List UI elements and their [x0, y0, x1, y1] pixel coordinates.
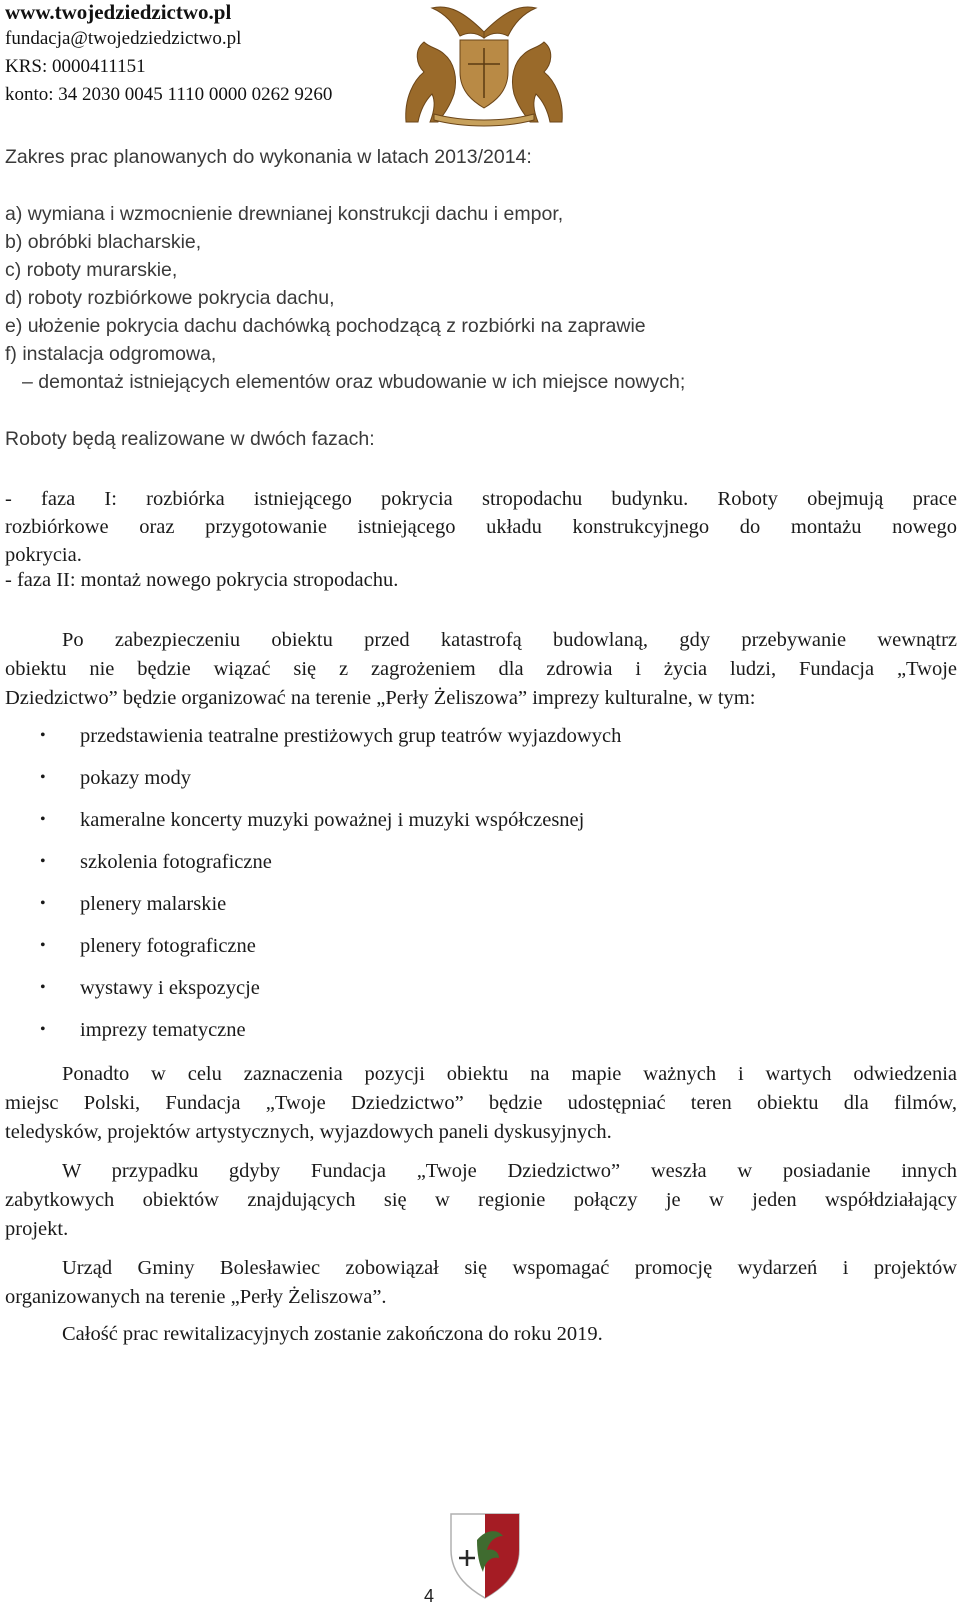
header-krs: KRS: 0000411151: [5, 56, 146, 77]
scope-title: Zakres prac planowanych do wykonania w latach 2013/2014:: [5, 146, 532, 168]
bullet-icon: •: [40, 1021, 46, 1038]
phases-intro: Roboty będą realizowane w dwóch fazach:: [5, 428, 375, 450]
header-website: www.twojedziedzictwo.pl: [5, 0, 232, 24]
scope-item: a) wymiana i wzmocnienie drewnianej konstrukcji dachu i empor,: [5, 203, 564, 225]
scope-item: c) roboty murarskie,: [5, 259, 178, 281]
bullet-icon: •: [40, 811, 46, 828]
phase-2: - faza II: montaż nowego pokrycia stropodachu.: [5, 569, 399, 591]
header-bank-account: konto: 34 2030 0045 1110 0000 0262 9260: [5, 84, 333, 105]
paragraph-events-intro: Dziedzictwo” będzie organizować na terenie „Perły Żeliszowa” imprezy kulturalne, w tym:: [5, 687, 756, 709]
event-list-item: • plenery fotograficzne: [40, 935, 256, 957]
event-list-item: • kameralne koncerty muzyki poważnej i muzyki współczesnej: [40, 809, 585, 831]
scope-item: – demontaż istniejących elementów oraz wbudowanie w ich miejsce nowych;: [22, 371, 686, 393]
paragraph-other-objects: W przypadku gdyby Fundacja „Twoje Dziedzictwo” weszła w posiadanie innych: [62, 1160, 957, 1182]
phase-1-line: pokrycia.: [5, 544, 82, 566]
page-number: 4: [424, 1586, 435, 1606]
scope-item: b) obróbki blacharskie,: [5, 231, 202, 253]
paragraph-promotion: teledysków, projektów artystycznych, wyjazdowych paneli dyskusyjnych.: [5, 1121, 612, 1143]
event-list-item: • imprezy tematyczne: [40, 1019, 246, 1041]
paragraph-events-intro: obiektu nie będzie wiązać się z zagrożeniem dla zdrowia i życia ludzi, Fundacja „Twoje: [5, 658, 957, 680]
phase-1-line: - faza I: rozbiórka istniejącego pokrycia stropodachu budynku. Roboty obejmują prace: [5, 488, 957, 510]
bullet-icon: •: [40, 937, 46, 954]
paragraph-promotion: Ponadto w celu zaznaczenia pozycji obiektu na mapie ważnych i wartych odwiedzenia: [62, 1063, 957, 1085]
scope-item: d) roboty rozbiórkowe pokrycia dachu,: [5, 287, 335, 309]
event-list-item: • szkolenia fotograficzne: [40, 851, 272, 873]
coat-of-arms-logo: [394, 2, 574, 128]
paragraph-other-objects: projekt.: [5, 1218, 69, 1240]
bullet-icon: •: [40, 979, 46, 996]
bullet-icon: •: [40, 895, 46, 912]
paragraph-municipality: Urząd Gminy Bolesławiec zobowiązał się wspomagać promocję wydarzeń i projektów: [62, 1257, 957, 1279]
event-list-item: • wystawy i ekspozycje: [40, 977, 260, 999]
paragraph-other-objects: zabytkowych obiektów znajdujących się w regionie połączy je w jeden współdziałający: [5, 1189, 957, 1211]
paragraph-events-intro: Po zabezpieczeniu obiektu przed katastrofą budowlaną, gdy przebywanie wewnątrz: [62, 629, 957, 651]
bullet-icon: •: [40, 727, 46, 744]
paragraph-municipality: organizowanych na terenie „Perły Żeliszowa”.: [5, 1286, 387, 1308]
paragraph-completion: Całość prac rewitalizacyjnych zostanie zakończona do roku 2019.: [62, 1323, 603, 1345]
bullet-icon: •: [40, 853, 46, 870]
scope-item: e) ułożenie pokrycia dachu dachówką pochodzącą z rozbiórki na zaprawie: [5, 315, 646, 337]
header-email: fundacja@twojedziedzictwo.pl: [5, 28, 242, 49]
event-list-item: • przedstawienia teatralne prestiżowych grup teatrów wyjazdowych: [40, 725, 622, 747]
event-list-item: • plenery malarskie: [40, 893, 227, 915]
paragraph-promotion: miejsc Polski, Fundacja „Twoje Dziedzictwo” będzie udostępniać teren obiektu dla filmów,: [5, 1092, 957, 1114]
foundation-shield-logo: [447, 1510, 523, 1600]
event-list-item: • pokazy mody: [40, 767, 192, 789]
scope-item: f) instalacja odgromowa,: [5, 343, 217, 365]
bullet-icon: •: [40, 769, 46, 786]
phase-1-line: rozbiórkowe oraz przygotowanie istniejącego układu konstrukcyjnego do montażu nowego: [5, 516, 957, 538]
